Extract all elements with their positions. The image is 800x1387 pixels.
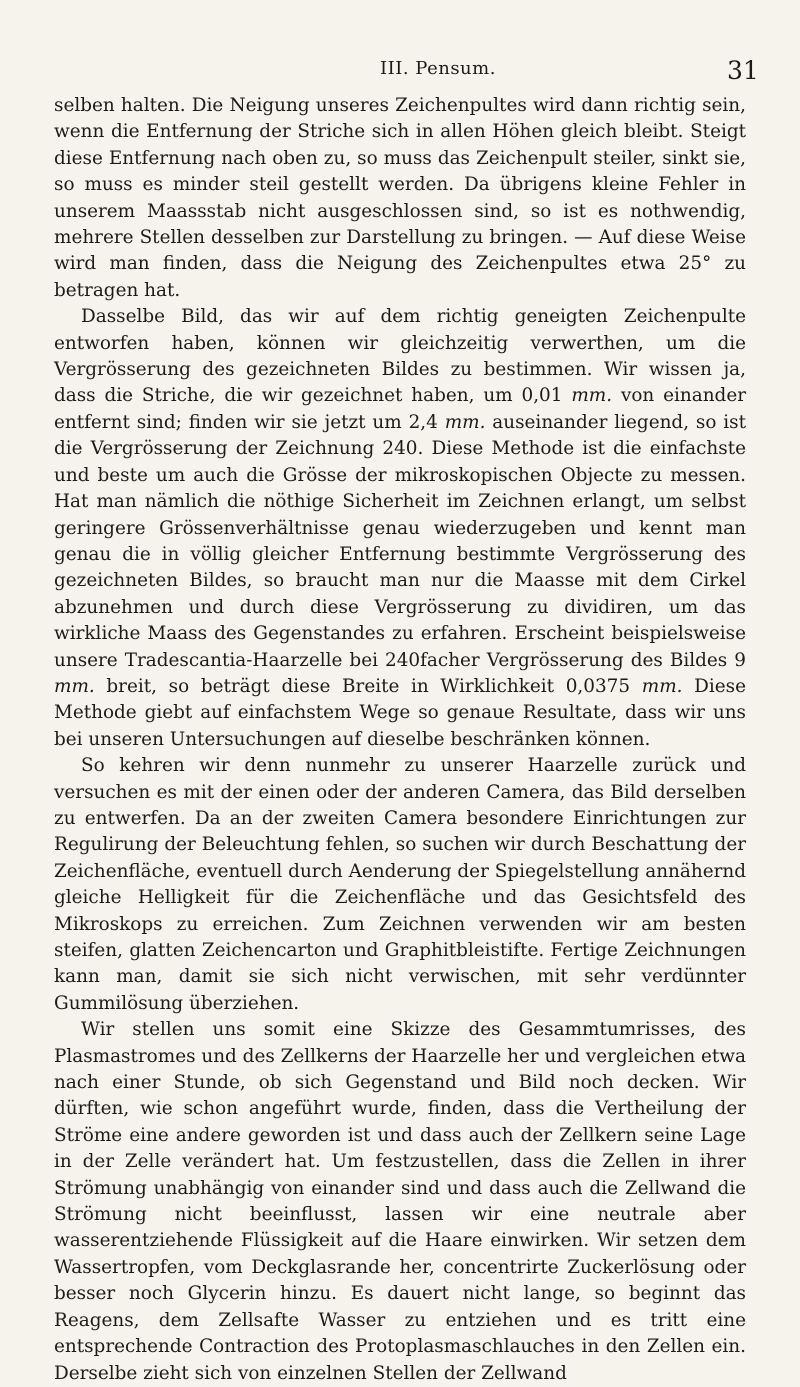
unit-abbreviation: mm. xyxy=(54,675,95,697)
text-run: selben halten. Die Neigung unseres Zeichenpultes wird dann richtig sein, wenn die Entfernung der Striche sich in allen Höhen gleich bleibt. Steigt diese Entfernung nach oben zu, so muss das Zeichenpult steiler, sinkt sie, so muss es minder steil gestellt werden. Da übrigens kleine Fehler in unserem Maassstab nicht ausgeschlossen sind, so ist es nothwendig, mehrere Stellen desselben zur Darstellung zu bringen. — Auf diese Weise wird man finden, dass die Neigung des Zeichenpultes etwa 25° zu betragen hat. xyxy=(54,95,746,301)
paragraph xyxy=(54,1017,746,1387)
paragraph xyxy=(54,753,746,1017)
chapter-title: III. Pensum. xyxy=(380,58,496,79)
body-text xyxy=(54,93,746,1387)
running-head xyxy=(0,58,800,88)
text-run: von einander entfernt sind; finden wir sie jetzt um 2,4 xyxy=(54,385,746,433)
unit-abbreviation: mm. xyxy=(444,411,486,433)
text-run: auseinander liegend, so ist die Vergrösserung der Zeichnung 240. Diese Methode ist die einfachste und beste um auch die Grösse der mikroskopischen Objecte zu messen. Hat man nämlich die nöthige Sicherheit im Zeichnen erlangt, um selbst geringere Grössenverhältnisse genau wiederzugeben und kennt man genau die in völlig gleicher Entfernung bestimmte Vergrösserung des gezeichneten Bildes, so braucht man nur die Maasse mit dem Cirkel abzunehmen und durch diese Vergrösserung zu dividiren, um das wirkliche Maass des Gegenstandes zu erfahren. Erscheint beispielsweise unsere Tradescantia-Haarzelle bei 240facher Vergrösserung des Bildes 9 xyxy=(54,411,746,671)
paragraph xyxy=(54,93,746,304)
page-number: 31 xyxy=(727,56,759,85)
text-run: So kehren wir denn nunmehr zu unserer Haarzelle zurück und versuchen es mit der einen oder der anderen Camera, das Bild derselben zu entwerfen. Da an der zweiten Camera besondere Einrichtungen zur Regulirung der Beleuchtung fehlen, so suchen wir durch Beschattung der Zeichenfläche, eventuell durch Aenderung der Spiegelstellung annähernd gleiche Helligkeit für die Zeichenfläche und das Gesichtsfeld des Mikroskops zu erreichen. Zum Zeichnen verwenden wir am besten steifen, glatten Zeichencarton und Graphitbleistifte. Fertige Zeichnungen kann man, damit sie sich nicht verwischen, mit sehr verdünnter Gummilösung überziehen. xyxy=(54,755,746,1014)
text-run: Wir stellen uns somit eine Skizze des Gesammtumrisses, des Plasmastromes und des Zellkerns der Haarzelle her und vergleichen etwa nach einer Stunde, ob sich Gegenstand und Bild noch decken. Wir dürften, wie schon angeführt wurde, finden, dass die Vertheilung der Ströme eine andere geworden ist und dass auch der Zellkern seine Lage in der Zelle verändert hat. Um festzustellen, dass die Zellen in ihrer Strömung unabhängig von einander sind und dass auch die Zellwand die Strömung nicht beeinflusst, lassen wir eine neutrale aber wasserentziehende Flüssigkeit auf die Haare einwirken. Wir setzen dem Wassertropfen, vom Deckglasrande her, concentrirte Zuckerlösung oder besser noch Glycerin hinzu. Es dauert nicht lange, so beginnt das Reagens, dem Zellsafte Wasser zu entziehen und es tritt eine entsprechende Contraction des Protoplasmaschlauches in den Zellen ein. Derselbe zieht sich von einzelnen Stellen der Zellwand xyxy=(54,1019,746,1384)
paragraph xyxy=(54,304,746,753)
unit-abbreviation: mm. xyxy=(571,385,613,407)
text-run: breit, so beträgt diese Breite in Wirklichkeit 0,0375 xyxy=(94,675,642,697)
unit-abbreviation: mm. xyxy=(641,675,683,697)
text-run: Dasselbe Bild, das wir auf dem richtig geneigten Zeichenpulte entworfen haben, können wir gleichzeitig verwerthen, um die Vergrösserung des gezeichneten Bildes zu bestimmen. Wir wissen ja, dass die Striche, die wir gezeichnet haben, um 0,01 xyxy=(54,306,746,407)
text-run: Diese Methode giebt auf einfachstem Wege so genaue Resultate, dass wir uns bei unseren Untersuchungen auf dieselbe beschränken können. xyxy=(54,675,746,750)
